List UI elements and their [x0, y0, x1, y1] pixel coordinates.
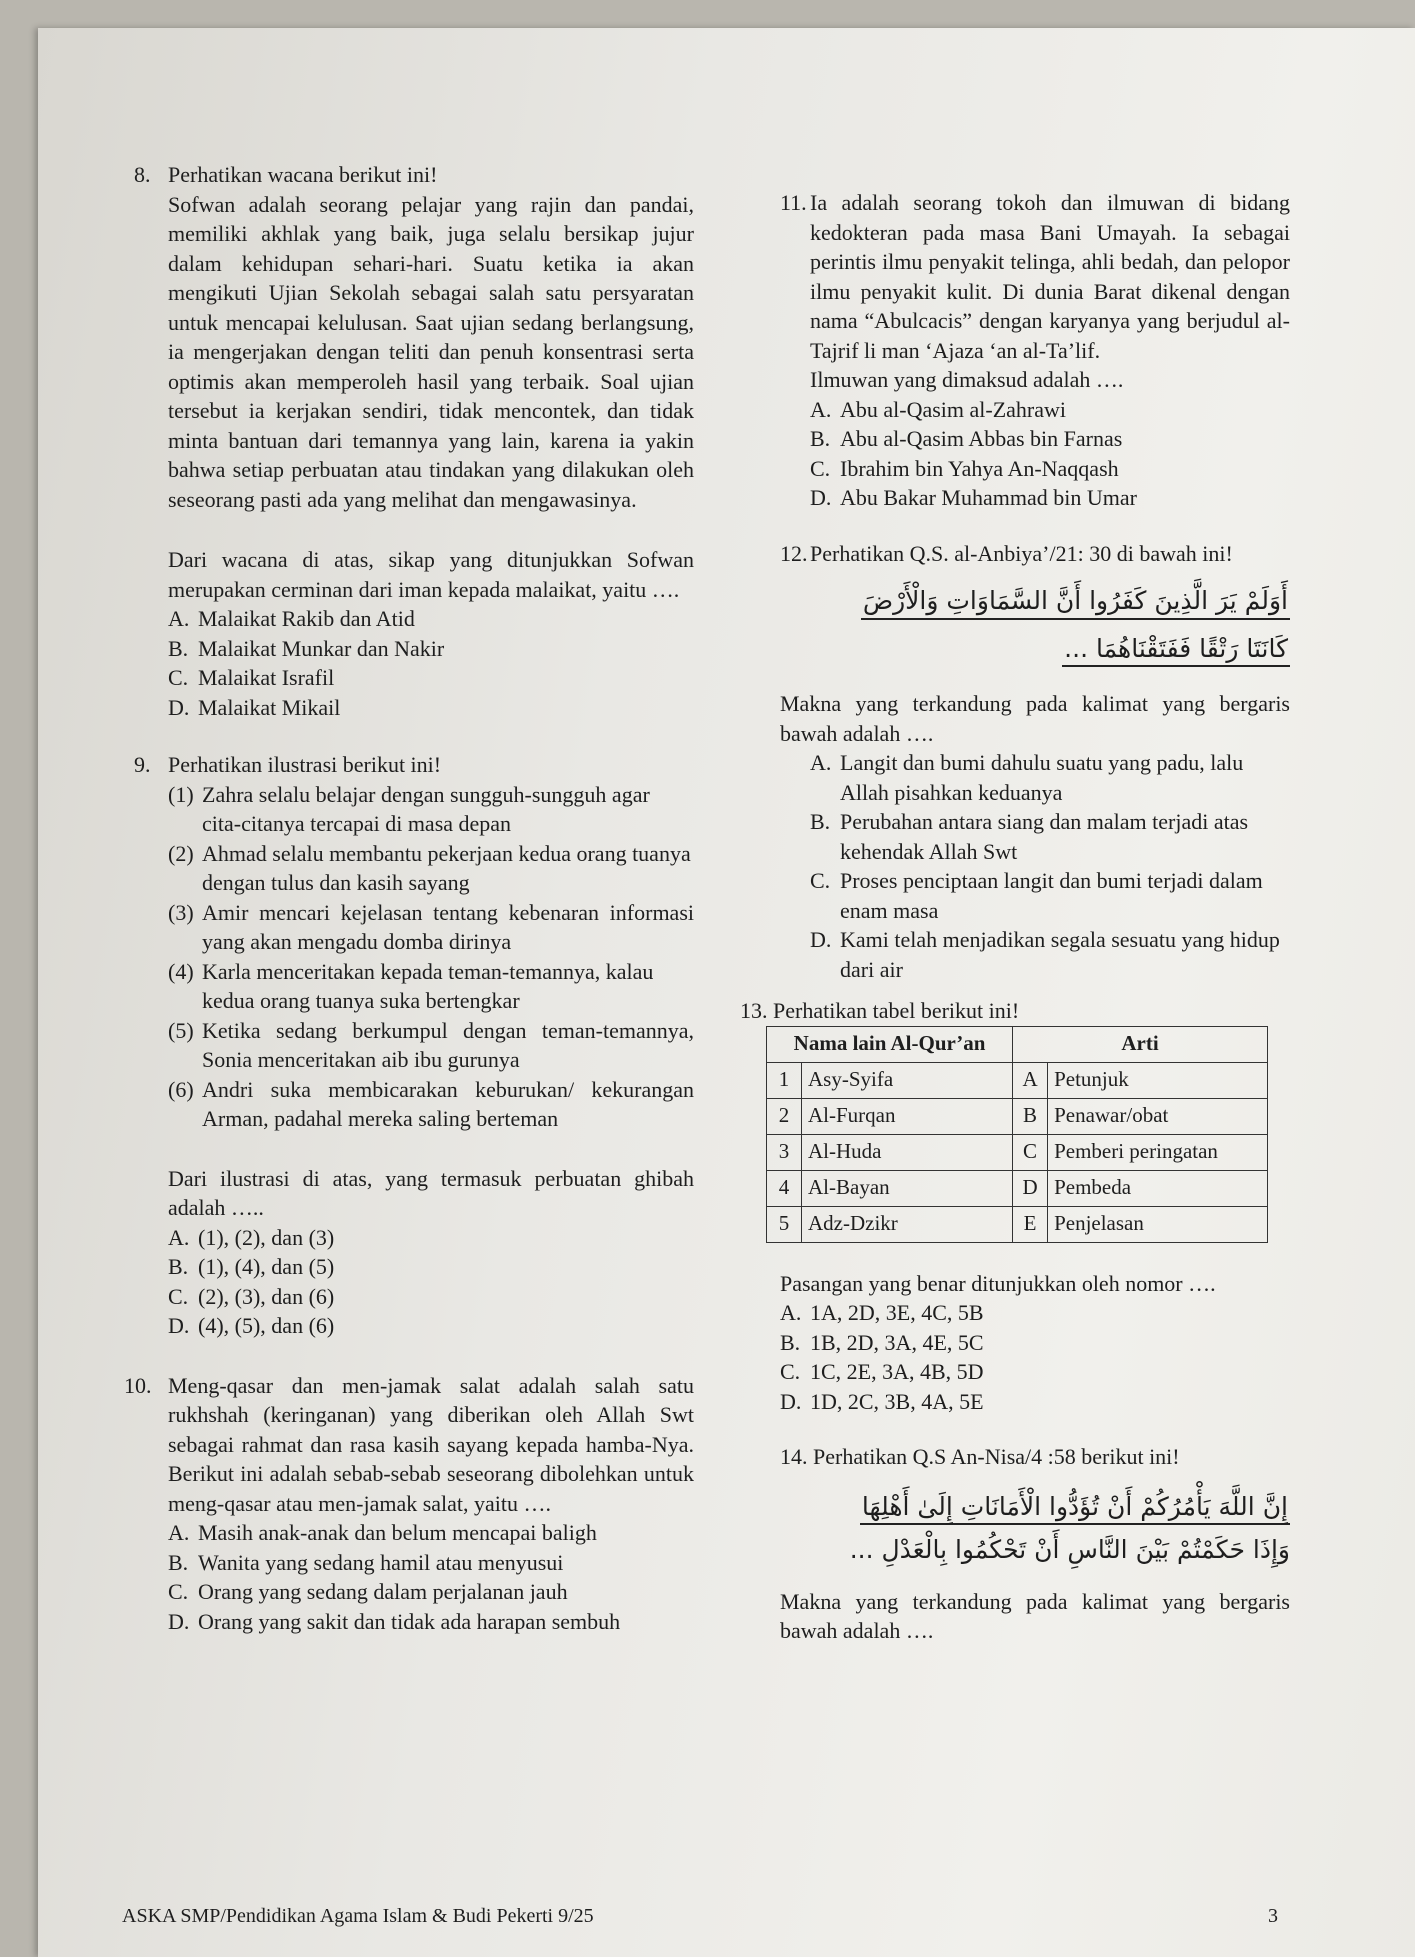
list-item: (5) Ketika sedang berkumpul dengan teman-temannya, Sonia menceritakan aib ibu gurunya: [168, 1017, 694, 1072]
option-a[interactable]: A. Abu al-Qasim al-Zahrawi: [810, 396, 1067, 422]
option-d[interactable]: D. Malaikat Mikail: [168, 694, 341, 720]
question-intro: Perhatikan wacana berikut ini!: [168, 162, 438, 187]
question-text: Dari wacana di atas, sikap yang ditunjukkan Sofwan merupakan cerminan dari iman kepada malaikat, yaitu ….: [168, 547, 694, 602]
question-number: 12.: [780, 540, 808, 566]
question-prompt: Makna yang terkandung pada kalimat yang bergaris bawah adalah ….: [780, 1588, 1290, 1643]
option-b[interactable]: B. Abu al-Qasim Abbas bin Farnas: [810, 426, 1123, 451]
question-11: [780, 188, 1290, 513]
option-b[interactable]: B. Perubahan antara siang dan malam terjadi atas kehendak Allah Swt: [810, 809, 1249, 864]
question-text: Dari ilustrasi di atas, yang termasuk perbuatan ghibah adalah …..: [168, 1165, 694, 1220]
question-prompt: Makna yang terkandung pada kalimat yang bergaris bawah adalah ….: [780, 691, 1290, 746]
table-header-name: Nama lain Al-Qur’an: [767, 1026, 1013, 1062]
option-b[interactable]: B. Wanita yang sedang hamil atau menyusui: [168, 1549, 564, 1575]
question-8: [134, 160, 694, 722]
option-c[interactable]: C. Proses penciptaan langit dan bumi terjadi dalam enam masa: [810, 868, 1263, 923]
list-item: (3) Amir mencari kejelasan tentang kebenaran informasi yang akan mengadu domba dirinya: [168, 899, 694, 954]
question-intro: 13. Perhatikan tabel berikut ini!: [740, 998, 1020, 1023]
list-item: (4) Karla menceritakan kepada teman-temannya, kalau kedua orang tuanya suka bertengkar: [168, 958, 654, 1013]
option-a[interactable]: A. 1A, 2D, 3E, 4C, 5B: [780, 1300, 984, 1325]
left-column: [124, 160, 694, 1636]
option-d[interactable]: D. 1D, 2C, 3B, 4A, 5E: [780, 1388, 984, 1414]
option-d[interactable]: D. Orang yang sakit dan tidak ada harapan sembuh: [168, 1608, 621, 1634]
question-13: [740, 996, 1290, 1416]
question-14: [780, 1442, 1290, 1646]
right-column: [740, 188, 1290, 1646]
question-12: [780, 539, 1290, 985]
question-intro: 14. Perhatikan Q.S An-Nisa/4 :58 berikut ini!: [780, 1444, 1180, 1469]
option-b[interactable]: B. Malaikat Munkar dan Nakir: [168, 635, 445, 661]
option-b[interactable]: B. 1B, 2D, 3A, 4E, 5C: [780, 1329, 984, 1355]
list-item: (1) Zahra selalu belajar dengan sungguh-sungguh agar cita-citanya tercapai di masa depan: [168, 781, 650, 836]
question-number: 8.: [134, 162, 151, 187]
question-text: Meng-qasar dan men-jamak salat adalah salah satu rukhshah (keringanan) yang diberikan oleh Allah Swt sebagai rahmat dan rasa kasih sayang kepada hamba-Nya. Berikut ini adalah sebab-sebab seseorang dibolehkan untuk meng-qasar atau men-jamak salat, yaitu ….: [168, 1372, 694, 1516]
table-row: 2 Al-Furqan B Penawar/obat: [767, 1098, 1268, 1134]
question-10: [124, 1371, 694, 1637]
option-d[interactable]: D. (4), (5), dan (6): [168, 1313, 335, 1338]
arabic-verse-line-1: إِنَّ اللَّهَ يَأْمُرُكُمْ أَنْ تُؤَدُّوا الْأَمَانَاتِ إِلَىٰ أَهْلِهَا: [780, 1492, 1290, 1526]
list-item: (2) Ahmad selalu membantu pekerjaan kedua orang tuanya dengan tulus dan kasih sayang: [168, 840, 691, 895]
arabic-verse-line-2: وَإِذَا حَكَمْتُمْ بَيْنَ النَّاسِ أَنْ تَحْكُمُوا بِالْعَدْلِ ...: [849, 1535, 1290, 1564]
question-number: 10.: [124, 1372, 152, 1398]
option-a[interactable]: A. Malaikat Rakib dan Atid: [168, 606, 415, 631]
option-c[interactable]: C. Ibrahim bin Yahya An-Naqqash: [810, 455, 1119, 481]
question-prompt: Ilmuwan yang dimaksud adalah ….: [810, 367, 1124, 392]
question-intro: Perhatikan Q.S. al-Anbiya’/21: 30 di bawah ini!: [810, 540, 1233, 566]
list-item: (6) Andri suka membicarakan keburukan/ kekurangan Arman, padahal mereka saling berteman: [168, 1076, 694, 1131]
option-b[interactable]: B. (1), (4), dan (5): [168, 1254, 335, 1279]
page-number: 3: [1268, 1905, 1278, 1927]
passage: Sofwan adalah seorang pelajar yang rajin dan pandai, memiliki akhlak yang baik, juga selalu bersikap jujur dalam kehidupan sehari-hari. Suatu ketika ia akan mengikuti Ujian Sekolah sebagai salah satu persyaratan untuk mencapai kelulusan. Saat ujian sedang berlangsung, ia mengerjakan dengan teliti dan penuh konsentrasi serta optimis akan memperoleh hasil yang terbaik. Soal ujian tersebut ia kerjakan sendiri, tidak mencontek, dan tidak minta bantuan dari temannya yang lain, karena ia yakin bahwa setiap perbuatan atau tindakan yang dilakukan oleh seseorang pasti ada yang melihat dan mengawasinya.: [168, 191, 694, 512]
option-d[interactable]: D. Kami telah menjadikan segala sesuatu yang hidup dari air: [810, 927, 1280, 982]
option-c[interactable]: C. 1C, 2E, 3A, 4B, 5D: [780, 1359, 984, 1384]
question-text: Ia adalah seorang tokoh dan ilmuwan di bidang kedokteran pada masa Bani Umayah. Ia sebagai perintis ilmu penyakit telinga, ahli bedah, dan pelopor ilmu penyakit kulit. Di dunia Barat dikenal dengan nama “Abulcacis” dengan karyanya yang berjudul al-Tajrif li man ‘Ajaza ‘an al-Ta’lif.: [810, 190, 1290, 363]
names-table: [766, 1026, 1268, 1243]
option-d[interactable]: D. Abu Bakar Muhammad bin Umar: [810, 485, 1137, 510]
table-row: 3 Al-Huda C Pemberi peringatan: [767, 1134, 1268, 1170]
question-number: 9.: [134, 752, 151, 777]
table-header-arti: Arti: [1013, 1026, 1268, 1062]
option-c[interactable]: C. (2), (3), dan (6): [168, 1283, 335, 1309]
option-a[interactable]: A. Langit dan bumi dahulu suatu yang padu, lalu Allah pisahkan keduanya: [810, 750, 1244, 805]
option-a[interactable]: A. (1), (2), dan (3): [168, 1224, 335, 1250]
table-row: 5 Adz-Dzikr E Penjelasan: [767, 1206, 1268, 1242]
question-number: 11.: [780, 190, 807, 215]
arabic-verse-line-2: كَانَتَا رَتْقًا فَفَتَقْنَاهُمَا ...: [810, 634, 1290, 668]
footer-title: ASKA SMP/Pendidikan Agama Islam & Budi Pekerti 9/25: [122, 1905, 594, 1927]
question-9: [134, 750, 694, 1341]
question-intro: Perhatikan ilustrasi berikut ini!: [168, 752, 442, 777]
option-c[interactable]: C. Orang yang sedang dalam perjalanan jauh: [168, 1579, 568, 1604]
option-c[interactable]: C. Malaikat Israfil: [168, 665, 335, 690]
table-row: 4 Al-Bayan D Pembeda: [767, 1170, 1268, 1206]
table-row: 1 Asy-Syifa A Petunjuk: [767, 1062, 1268, 1098]
arabic-verse-line-1: أَوَلَمْ يَرَ الَّذِينَ كَفَرُوا أَنَّ السَّمَاوَاتِ وَالْأَرْضَ: [810, 586, 1290, 620]
option-a[interactable]: A. Masih anak-anak dan belum mencapai baligh: [168, 1520, 597, 1545]
question-prompt: Pasangan yang benar ditunjukkan oleh nomor ….: [780, 1270, 1216, 1296]
